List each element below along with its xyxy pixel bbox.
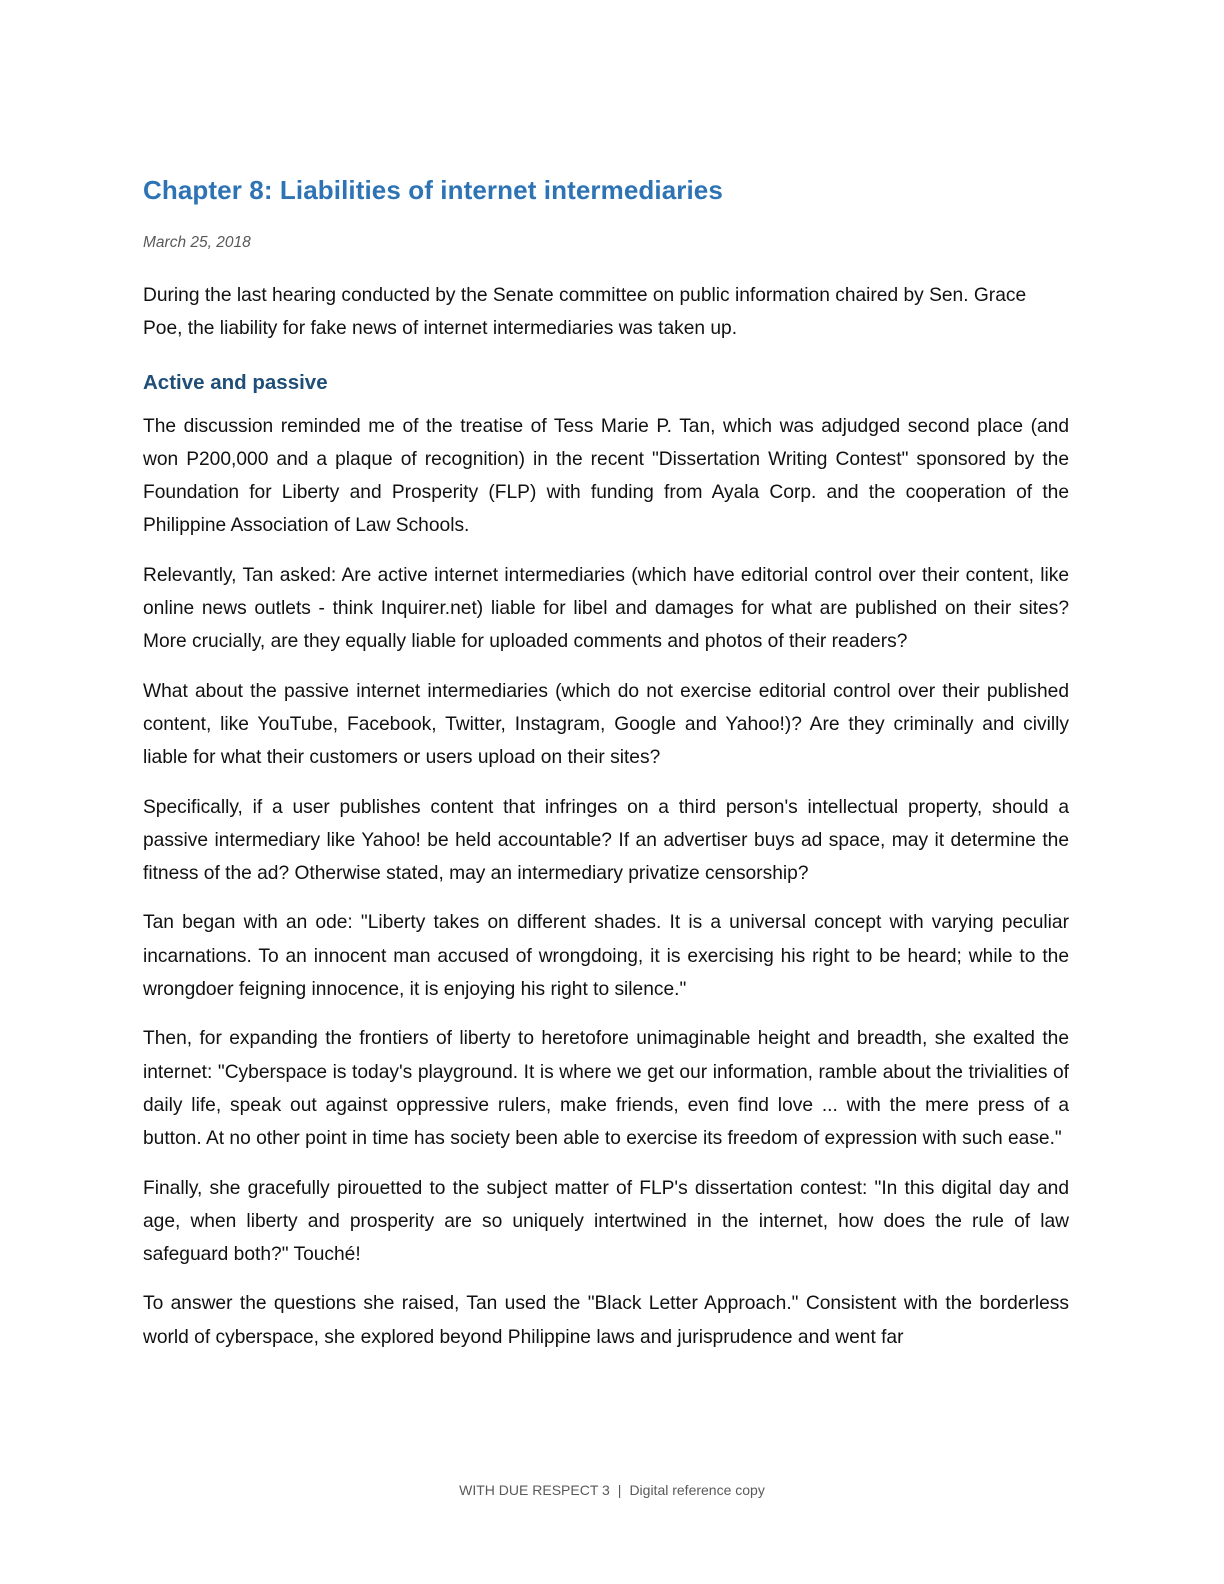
document-page [143, 170, 1069, 1354]
body-paragraph-7: Finally, she gracefully pirouetted to the subject matter of FLP's dissertation contest: "In this digital day and age, when liberty and prosperity are so uniquely intertwined in the internet, how does the rule of law safeguard both?" Touché! [143, 1177, 1069, 1266]
body-paragraph-5: Tan began with an ode: "Liberty takes on different shades. It is a universal concept with varying peculiar incarnations. To an innocent man accused of wrongdoing, it is exercising his right to be heard; while to the wrongdoer feigning innocence, it is enjoying his right to silence." [143, 912, 1069, 1001]
footer-copy-label: Digital reference copy [629, 1482, 765, 1498]
page-footer [0, 1480, 1224, 1500]
body-paragraph-3: What about the passive internet intermediaries (which do not exercise editorial control over their published content, like YouTube, Facebook, Twitter, Instagram, Google and Yahoo!)? Are they criminally and civilly liable for what their customers or users upload on their sites? [143, 680, 1069, 769]
chapter-title: Chapter 8: Liabilities of internet intermediaries [143, 175, 723, 205]
footer-separator: | [617, 1482, 622, 1498]
body-paragraph-8: To answer the questions she raised, Tan used the "Black Letter Approach." Consistent with the borderless world of cyberspace, she explored beyond Philippine laws and jurisprudence and went far [143, 1293, 1069, 1348]
body-paragraph-2: Relevantly, Tan asked: Are active internet intermediaries (which have editorial control over their content, like online news outlets - think Inquirer.net) liable for libel and damages for what are published on their sites? More crucially, are they equally liable for uploaded comments and photos of their readers? [143, 564, 1069, 653]
body-paragraph-1: The discussion reminded me of the treatise of Tess Marie P. Tan, which was adjudged second place (and won P200,000 and a plaque of recognition) in the recent "Dissertation Writing Contest" sponsored by the Foundation for Liberty and Prosperity (FLP) with funding from Ayala Corp. and the cooperation of the Philippine Association of Law Schools. [143, 415, 1069, 537]
body-paragraph-4: Specifically, if a user publishes content that infringes on a third person's intellectual property, should a passive intermediary like Yahoo! be held accountable? If an advertiser buys ad space, may it determine the fitness of the ad? Otherwise stated, may an intermediary privatize censorship? [143, 796, 1069, 885]
body-paragraph-6: Then, for expanding the frontiers of liberty to heretofore unimaginable height and breadth, she exalted the internet: "Cyberspace is today's playground. It is where we get our information, ramble about the trivialities of daily life, speak out against oppressive rulers, make friends, even find love ... with the mere press of a button. At no other point in time has society been able to exercise its freedom of expression with such ease." [143, 1028, 1069, 1150]
intro-paragraph: During the last hearing conducted by the Senate committee on public information chaired by Sen. Grace Poe, the liability for fake news of internet intermediaries was taken up. [143, 285, 1027, 340]
footer-running-title: WITH DUE RESPECT 3 [459, 1482, 610, 1498]
publication-date: March 25, 2018 [143, 234, 251, 251]
section-heading: Active and passive [143, 370, 328, 394]
